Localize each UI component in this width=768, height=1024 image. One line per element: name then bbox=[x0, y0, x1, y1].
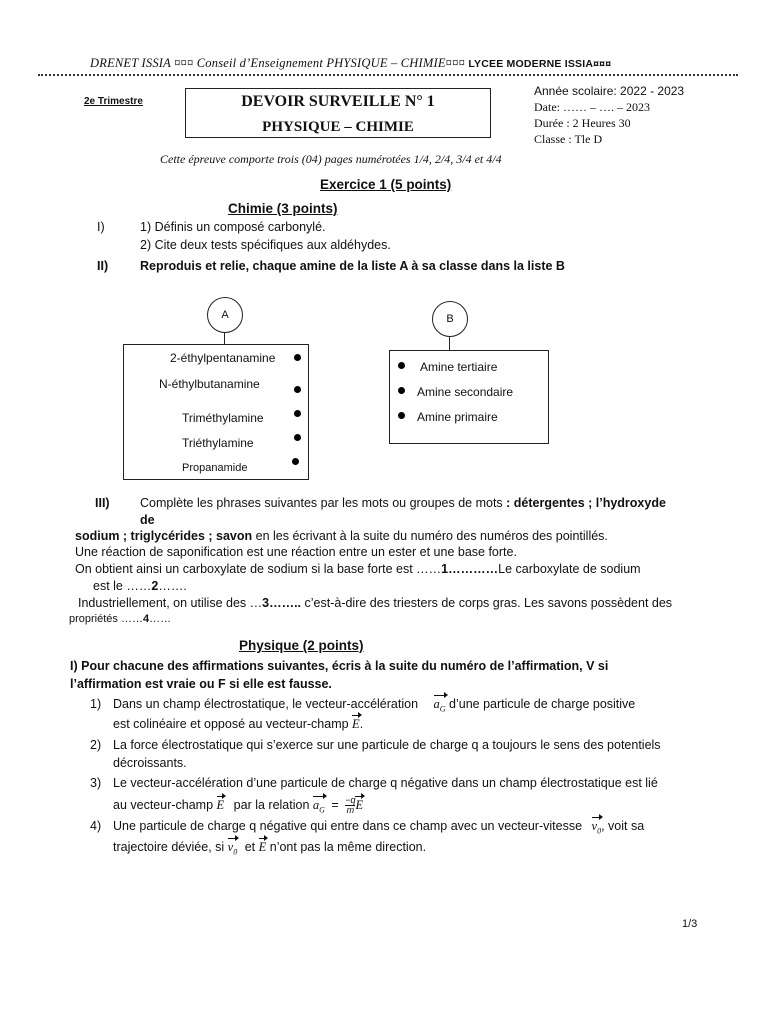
title-box bbox=[185, 88, 491, 138]
field-vector: E bbox=[258, 840, 267, 854]
exam-subject: PHYSIQUE – CHIMIE bbox=[262, 119, 414, 135]
page-count-note: Cette épreuve comporte trois (04) pages numérotées 1/4, 2/4, 3/4 et 4/4 bbox=[160, 152, 502, 166]
part3-line4: Une réaction de saponification est une réaction entre un ester et une base forte. bbox=[75, 545, 517, 559]
info-annee: Année scolaire: 2022 - 2023 bbox=[534, 84, 685, 98]
chimie-title: Chimie (3 points) bbox=[228, 201, 338, 216]
list-a-connector bbox=[224, 332, 225, 344]
part3-line3b: en les écrivant à la suite du numéro des numéros des pointillés. bbox=[252, 529, 608, 543]
velocity-vector bbox=[592, 819, 602, 836]
affirmation-3-num: 3) bbox=[90, 776, 102, 790]
part3-line2: de bbox=[140, 513, 155, 527]
page-number: 1/3 bbox=[682, 918, 698, 930]
school-name: LYCEE MODERNE ISSIA¤¤¤ bbox=[468, 58, 612, 70]
affirmation-3-c: au vecteur-champ bbox=[113, 797, 214, 812]
amine-b-dot bbox=[398, 387, 405, 394]
part3-words: sodium ; triglycérides ; savon bbox=[75, 529, 253, 543]
affirmation-4-a: Une particule de charge q négative qui entre dans ce champ avec un vecteur-vitesse bbox=[113, 819, 583, 833]
amine-a-dot bbox=[292, 458, 299, 465]
amine-a-4: Triéthylamine bbox=[182, 436, 254, 450]
part2-num: II) bbox=[97, 259, 109, 273]
affirmation-4-c: trajectoire déviée, si bbox=[113, 840, 225, 854]
amine-class-3: Amine primaire bbox=[417, 410, 498, 424]
amine-a-2: N-éthylbutanamine bbox=[159, 377, 260, 391]
blank-2: 2 bbox=[151, 579, 159, 593]
affirmation-1-d: . bbox=[359, 717, 364, 731]
part1-num: I) bbox=[97, 220, 105, 234]
header-divider bbox=[38, 74, 738, 76]
amine-b-dot bbox=[398, 412, 405, 419]
affirmation-2-line1: La force électrostatique qui s’exerce sur une particule de charge q a toujours le sens des potentiels bbox=[113, 738, 661, 752]
affirmation-4-d: et bbox=[244, 840, 256, 854]
list-b-circle: B bbox=[432, 301, 468, 337]
amine-class-2: Amine secondaire bbox=[417, 385, 514, 399]
header-text: DRENET ISSIA ¤¤¤ Conseil d’Enseignement PHYSIQUE – CHIMIE¤¤¤ bbox=[90, 56, 469, 70]
affirmation-3-line2 bbox=[113, 796, 363, 815]
amine-a-5: Propanamide bbox=[182, 462, 248, 474]
trimester-label: 2e Trimestre bbox=[84, 96, 143, 107]
affirmation-1-line2 bbox=[113, 717, 363, 732]
affirmation-4-e: n’ont pas la même direction. bbox=[266, 840, 427, 854]
affirmation-1-a: Dans un champ électrostatique, le vecteur-accélération bbox=[113, 697, 419, 711]
velocity-vector bbox=[228, 840, 238, 857]
affirmation-4-num: 4) bbox=[90, 819, 102, 833]
info-date: Date: …… – …. – 2023 bbox=[534, 100, 650, 114]
header-line bbox=[90, 56, 611, 71]
vec-g: G bbox=[319, 805, 325, 815]
affirmation-1-b: d’une particule de charge positive bbox=[449, 697, 636, 711]
part3-line7a: Industriellement, on utilise des … bbox=[78, 596, 263, 610]
part3-line7 bbox=[78, 596, 672, 610]
affirmation-4-line1 bbox=[113, 819, 644, 836]
affirmation-4-line2 bbox=[113, 840, 426, 857]
affirmation-2-num: 2) bbox=[90, 738, 102, 752]
part3-line1a: Complète les phrases suivantes par les mots ou groupes de mots bbox=[140, 496, 507, 510]
affirmation-3-line1: Le vecteur-accélération d’une particule de charge q négative dans un champ électrostatique est lié bbox=[113, 776, 658, 790]
amine-a-dot bbox=[294, 410, 301, 417]
amine-b-dot bbox=[398, 362, 405, 369]
amine-a-1: 2-éthylpentanamine bbox=[170, 351, 276, 365]
question-1: 1) Définis un composé carbonylé. bbox=[140, 220, 326, 234]
part3-num: III) bbox=[95, 496, 110, 510]
amine-a-dot bbox=[294, 354, 301, 361]
blank-3: 3…….. bbox=[262, 596, 302, 610]
list-b-connector bbox=[449, 336, 450, 350]
amine-a-dot bbox=[294, 386, 301, 393]
vec-v: v bbox=[591, 819, 598, 833]
acceleration-vector bbox=[313, 798, 325, 815]
part3-line8c: …… bbox=[149, 613, 172, 625]
physique-title: Physique (2 points) bbox=[239, 638, 364, 653]
blank-4: 4 bbox=[142, 613, 150, 625]
affirmation-1-num: 1) bbox=[90, 697, 102, 711]
affirmation-4-b: , voit sa bbox=[601, 819, 645, 833]
part3-line8a: propriétés …… bbox=[69, 613, 143, 625]
part3-line5 bbox=[75, 562, 641, 576]
vec-g: G bbox=[439, 704, 446, 714]
equals-sign: = bbox=[331, 797, 339, 812]
part3-line5c: Le carboxylate de sodium bbox=[498, 562, 641, 576]
part3-line8 bbox=[69, 613, 171, 625]
question-2: 2) Cite deux tests spécifiques aux aldéhydes. bbox=[140, 238, 391, 252]
acceleration-vector bbox=[434, 697, 446, 714]
amine-class-1: Amine tertiaire bbox=[420, 360, 498, 374]
field-vector: E bbox=[216, 797, 225, 812]
part3-line7c: c’est-à-dire des triesters de corps gras. Les savons possèdent des bbox=[301, 596, 673, 610]
affirmation-2-line2: décroissants. bbox=[113, 756, 187, 770]
part3-line6 bbox=[93, 579, 187, 593]
part3-line1b: : détergentes ; l’hydroxyde bbox=[506, 496, 666, 510]
affirmation-1-line1 bbox=[113, 697, 635, 714]
info-classe: Classe : Tle D bbox=[534, 132, 603, 146]
fraction-numerator: −q bbox=[345, 795, 356, 805]
fraction-denominator: m bbox=[346, 805, 355, 815]
part3-line6c: ……. bbox=[158, 579, 187, 593]
vec-a: a bbox=[433, 697, 440, 711]
list-a-circle: A bbox=[207, 297, 243, 333]
exercise-title: Exercice 1 (5 points) bbox=[320, 177, 452, 192]
part3-line5a: On obtient ainsi un carboxylate de sodium si la base forte est …… bbox=[75, 562, 442, 576]
vec-a: a bbox=[312, 797, 320, 812]
vec-v: v bbox=[227, 840, 234, 854]
physique-intro-2: l’affirmation est vraie ou F si elle est fausse. bbox=[70, 677, 332, 691]
field-vector: E bbox=[355, 797, 364, 812]
part2-instruction: Reproduis et relie, chaque amine de la liste A à sa classe dans la liste B bbox=[140, 259, 565, 273]
part3-line3 bbox=[75, 529, 608, 543]
affirmation-3-d: par la relation bbox=[233, 797, 310, 812]
physique-intro-1: I) Pour chacune des affirmations suivantes, écris à la suite du numéro de l’affirmation, V si bbox=[70, 659, 609, 673]
exam-title: DEVOIR SURVEILLE N° 1 bbox=[241, 93, 435, 110]
vec-zero: 0 bbox=[233, 847, 238, 857]
field-vector: E bbox=[352, 717, 360, 731]
vec-zero: 0 bbox=[597, 826, 602, 836]
amine-a-3: Triméthylamine bbox=[182, 411, 264, 425]
blank-1: 1………… bbox=[441, 562, 499, 576]
charge-mass-fraction bbox=[345, 796, 355, 815]
affirmation-1-c: est colinéaire et opposé au vecteur-champ bbox=[113, 717, 349, 731]
part3-line6a: est le …… bbox=[93, 579, 152, 593]
amine-a-dot bbox=[294, 434, 301, 441]
part3-line1 bbox=[140, 496, 666, 510]
info-duree: Durée : 2 Heures 30 bbox=[534, 116, 631, 130]
